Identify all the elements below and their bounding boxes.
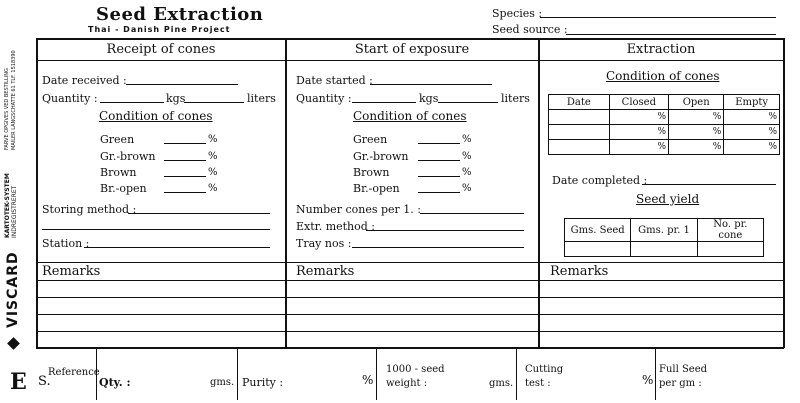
species-field[interactable] (540, 17, 776, 18)
remarks-line-1a[interactable] (37, 280, 285, 281)
quantity-label-2: Quantity : (296, 92, 352, 105)
heading-receipt: Receipt of cones (106, 42, 216, 57)
remarks-line-1b[interactable] (37, 297, 285, 298)
table-cell[interactable] (549, 140, 610, 155)
cond-grbrown-field-1[interactable] (164, 160, 206, 161)
side-small-text-1: FARVE OPGIVES VED BESTILLING (4, 68, 10, 150)
footer-pct-2: % (642, 373, 654, 387)
remarks-line-3b[interactable] (539, 297, 783, 298)
side-letter: E (10, 369, 27, 395)
table-cell[interactable]: % (609, 110, 668, 125)
frame-left (36, 38, 38, 348)
form-title: Seed Extraction (96, 4, 264, 25)
extr-method-field[interactable] (366, 230, 524, 231)
kgs-label-2: kgs (419, 92, 439, 105)
footer-full-seed: Full Seed (659, 364, 708, 375)
date-received-field[interactable] (126, 84, 238, 85)
liters-label-1: liters (247, 92, 276, 105)
table-cell[interactable] (549, 110, 610, 125)
table-cell[interactable] (549, 125, 610, 140)
cond-bropen-field-2[interactable] (418, 192, 460, 193)
yield-header-no-pr-cone: No. pr. cone (697, 219, 763, 242)
col-divider-2 (538, 38, 540, 348)
table-header-empty: Empty (724, 95, 780, 110)
tray-nos-field[interactable] (352, 247, 524, 248)
remarks-line-1d[interactable] (37, 331, 285, 332)
condition-table (548, 94, 780, 155)
cond-green-1: Green (100, 133, 135, 146)
footer-gms-1: gms. (210, 377, 235, 388)
quantity-liters-field-2[interactable] (438, 102, 498, 103)
table-row (549, 110, 780, 125)
pct-1d: % (208, 183, 218, 194)
extr-method-label: Extr. method : (296, 220, 376, 233)
date-completed-label: Date completed : (552, 174, 648, 187)
frame-top (36, 38, 784, 40)
remarks-label-3: Remarks (550, 264, 609, 279)
remarks-line-3a[interactable] (539, 280, 783, 281)
remarks-line-2b[interactable] (286, 297, 538, 298)
quantity-kgs-field-1[interactable] (100, 102, 164, 103)
table-cell[interactable]: % (669, 125, 724, 140)
table-cell[interactable] (565, 242, 631, 257)
table-header-date: Date (549, 95, 610, 110)
cond-brown-field-2[interactable] (418, 176, 460, 177)
table-cell[interactable]: % (724, 110, 780, 125)
footer-1000-seed: 1000 - seed (386, 364, 445, 375)
footer-weight: weight : (386, 378, 428, 389)
table-header-open: Open (669, 95, 724, 110)
number-cones-label: Number cones per 1. : (296, 203, 421, 216)
storing-method-field[interactable] (128, 213, 270, 214)
form-subtitle: Thai - Danish Pine Project (88, 25, 231, 34)
remarks-rule-top-2 (286, 262, 538, 263)
footer-div-4 (516, 348, 517, 400)
remarks-rule-top-3 (539, 262, 783, 263)
cond-grbrown-field-2[interactable] (418, 160, 460, 161)
pct-1a: % (208, 134, 218, 145)
diamond-icon (7, 337, 20, 350)
table-cell[interactable]: % (724, 125, 780, 140)
species-label: Species : (492, 7, 543, 20)
remarks-rule-top-1 (37, 262, 285, 263)
pct-2d: % (462, 183, 472, 194)
date-completed-field[interactable] (642, 184, 776, 185)
liters-label-2: liters (501, 92, 530, 105)
date-started-field[interactable] (370, 84, 492, 85)
heading-start-exposure: Start of exposure (354, 42, 470, 57)
condition-heading-3: Condition of cones (606, 69, 720, 83)
footer-div-3 (376, 348, 377, 400)
footer-div-5 (655, 348, 656, 400)
heading-divider (36, 60, 784, 61)
pct-1c: % (208, 167, 218, 178)
tray-nos-label: Tray nos : (296, 237, 352, 250)
cond-grbrown-2: Gr.-brown (353, 150, 409, 163)
remarks-line-1c[interactable] (37, 314, 285, 315)
remarks-line-2a[interactable] (286, 280, 538, 281)
heading-extraction: Extraction (626, 42, 696, 57)
remarks-line-3d[interactable] (539, 331, 783, 332)
cond-bropen-field-1[interactable] (164, 192, 206, 193)
table-cell[interactable] (631, 242, 697, 257)
cond-green-field-1[interactable] (164, 143, 206, 144)
station-field[interactable] (84, 247, 270, 248)
cond-green-field-2[interactable] (418, 143, 460, 144)
footer-s: S. (38, 374, 51, 389)
table-cell[interactable]: % (669, 140, 724, 155)
condition-heading-1: Condition of cones (99, 109, 213, 123)
quantity-liters-field-1[interactable] (184, 102, 244, 103)
yield-header-gms-pr: Gms. pr. 1 (631, 219, 697, 242)
kgs-label-1: kgs (166, 92, 186, 105)
storing-method-field-2[interactable] (42, 229, 270, 230)
cond-bropen-2: Br.-open (353, 182, 400, 195)
table-cell[interactable]: % (609, 125, 668, 140)
remarks-label-2: Remarks (296, 264, 355, 279)
footer-purity: Purity : (242, 376, 284, 389)
side-indregistreret: INDREGISTRERET (11, 185, 18, 238)
station-label: Station : (42, 237, 90, 250)
cond-brown-field-1[interactable] (164, 176, 206, 177)
remarks-line-3c[interactable] (539, 314, 783, 315)
footer-cutting: Cutting (525, 364, 564, 375)
viscard-logo: VISCARD (5, 251, 21, 328)
cond-brown-2: Brown (353, 166, 390, 179)
storing-method-label: Storing method : (42, 203, 137, 216)
frame-bottom (36, 347, 784, 349)
table-row (549, 140, 780, 155)
pct-2c: % (462, 167, 472, 178)
pct-2b: % (462, 151, 472, 162)
quantity-kgs-field-2[interactable] (352, 102, 416, 103)
table-row (549, 125, 780, 140)
table-header-closed: Closed (609, 95, 668, 110)
cond-green-2: Green (353, 133, 388, 146)
side-kartotek: KARTOTEK-SYSTEM (4, 173, 11, 238)
side-small-text-2: MAILER LANGSCHATTE 61 TLF. 1518390 (11, 50, 17, 150)
table-cell[interactable]: % (669, 110, 724, 125)
cond-bropen-1: Br.-open (100, 182, 147, 195)
footer-reference: Reference (48, 367, 100, 378)
condition-heading-2: Condition of cones (353, 109, 467, 123)
table-cell[interactable] (697, 242, 763, 257)
footer-div-2 (237, 348, 238, 400)
remarks-label-1: Remarks (42, 264, 101, 279)
col-divider-1 (285, 38, 287, 348)
number-cones-field[interactable] (420, 213, 524, 214)
pct-1b: % (208, 151, 218, 162)
footer-gms-2: gms. (489, 378, 514, 389)
quantity-label-1: Quantity : (42, 92, 98, 105)
cond-grbrown-1: Gr.-brown (100, 150, 156, 163)
footer-test: test : (525, 378, 551, 389)
footer-qty: Qty. : (99, 376, 131, 389)
seed-yield-heading: Seed yield (636, 192, 700, 206)
seed-source-label: Seed source : (492, 23, 568, 36)
date-started-label: Date started : (296, 74, 373, 87)
date-received-label: Date received : (42, 74, 127, 87)
seed-source-field[interactable] (566, 34, 776, 35)
table-row (565, 242, 764, 257)
footer-pct-1: % (362, 373, 374, 387)
remarks-line-2d[interactable] (286, 331, 538, 332)
cond-brown-1: Brown (100, 166, 137, 179)
pct-2a: % (462, 134, 472, 145)
table-cell[interactable]: % (724, 140, 780, 155)
frame-right (783, 38, 785, 348)
seed-yield-table (564, 218, 764, 257)
table-cell[interactable]: % (609, 140, 668, 155)
yield-header-gms-seed: Gms. Seed (565, 219, 631, 242)
footer-per-gm: per gm : (659, 378, 702, 389)
remarks-line-2c[interactable] (286, 314, 538, 315)
